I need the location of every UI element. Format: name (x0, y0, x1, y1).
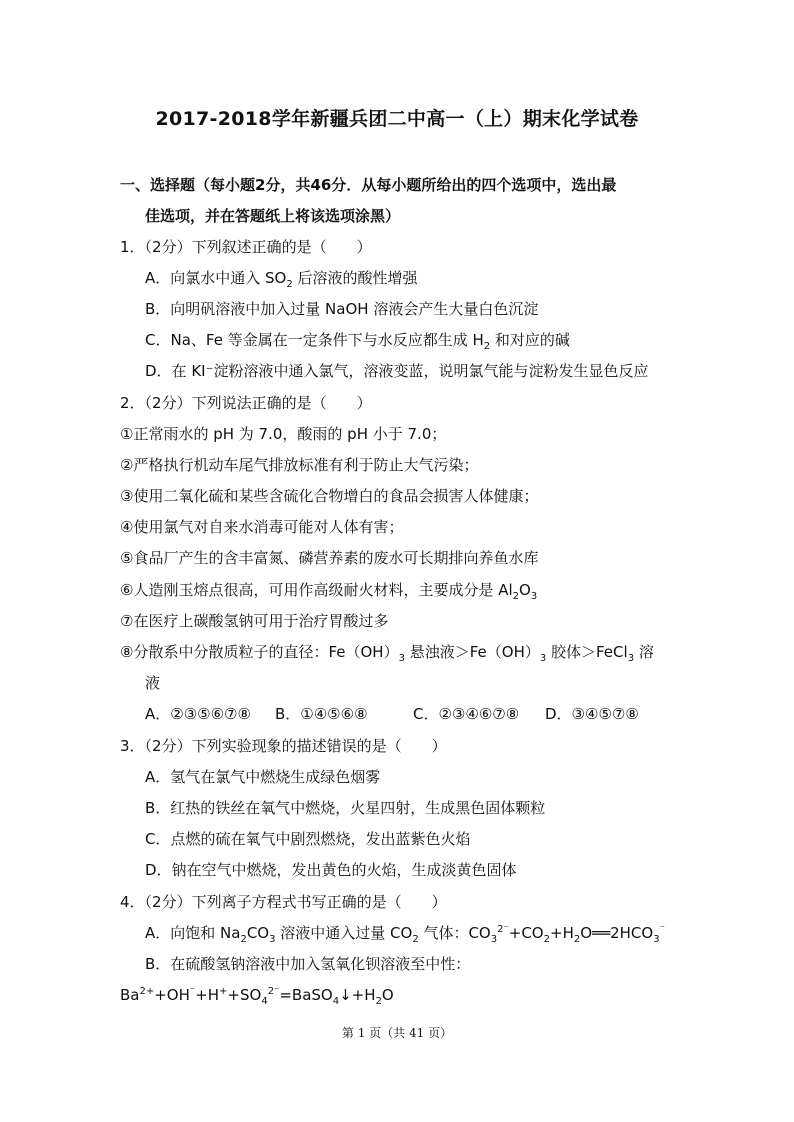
q3-stem: 3．（2分）下列实验现象的描述错误的是（ ） (120, 737, 447, 755)
q2-statement-7: ⑦在医疗上碳酸氢钠可用于治疗胃酸过多 (120, 612, 389, 630)
q2-statement-3: ③使用二氧化硫和某些含硫化合物增白的食品会损害人体健康； (120, 487, 539, 505)
q3-option-c: C．点燃的硫在氧气中剧烈燃烧，发出蓝紫色火焰 (145, 830, 471, 848)
section-heading: 一、选择题（每小题2分，共46分．从每小题所给出的四个选项中，选出最 (120, 176, 617, 194)
q2-stem: 2．（2分）下列说法正确的是（ ） (120, 394, 372, 412)
q4-option-a: A．向饱和 $Na_2CO_3$ 溶液中通入过量 $CO_2$ 气体：$CO_3^{2^-}+CO_2+H_2O══2HCO_3^{^-}$ (145, 924, 665, 945)
q2-statement-2: ②严格执行机动车尾气排放标准有利于防止大气污染； (120, 456, 479, 474)
q2-option-c: C．②③④⑥⑦⑧ (413, 705, 520, 723)
q2-statement-8-cont: 液 (145, 674, 161, 692)
page-footer: 第 1 页（共 41 页） (341, 1026, 453, 1040)
q2-options (145, 704, 639, 724)
q1-option-b: B．向明矾溶液中加入过量 NaOH 溶液会产生大量白色沉淀 (145, 300, 539, 318)
q4-option-b-equation: $Ba^{2+}+OH^{^-}+H^++SO_4^{2^-}=BaSO_4↓+H_2O$ (120, 986, 394, 1007)
q3-option-a: A．氢气在氯气中燃烧生成绿色烟雾 (145, 768, 381, 786)
q2-statement-4: ④使用氯气对自来水消毒可能对人体有害； (120, 518, 404, 536)
q2-statement-5: ⑤食品厂产生的含丰富氮、磷营养素的废水可长期排向养鱼水库 (120, 549, 539, 567)
q1-option-d: D．在 KI⁻淀粉溶液中通入氯气，溶液变蓝，说明氯气能与淀粉发生显色反应 (145, 362, 649, 380)
q2-option-a: A．②③⑤⑥⑦⑧ (145, 705, 251, 723)
q2-option-d: D．③④⑤⑦⑧ (545, 705, 639, 723)
q2-statement-1: ①正常雨水的 pH 为 7.0，酸雨的 pH 小于 7.0； (120, 425, 447, 443)
q2-statement-8: ⑧分散系中分散质粒子的直径：$Fe(OH)_3$ 悬浊液$>Fe(OH)_3$ 胶体＞FeCl$_3$ 溶 (120, 643, 654, 664)
q1-option-a: A．向氯水中通入 $SO_2$ 后溶液的酸性增强 (145, 269, 418, 290)
q2-statement-6: ⑥人造刚玉熔点很高，可用作高级耐火材料，主要成分是 $Al_2O_3$ (120, 581, 538, 602)
q1-stem: 1．（2分）下列叙述正确的是（ ） (120, 238, 372, 256)
section-heading-cont: 佳选项，并在答题纸上将该选项涂黑） (145, 207, 401, 225)
q1-option-c: C．Na、Fe 等金属在一定条件下与水反应都生成 $H_2$ 和对应的碱 (145, 331, 570, 352)
q2-option-b: B．①④⑤⑥⑧ (275, 705, 368, 723)
page-title: 2017-2018学年新疆兵团二中高一（上）期末化学试卷 (155, 108, 639, 130)
q3-option-b: B．红热的铁丝在氧气中燃烧，火星四射，生成黑色固体颗粒 (145, 799, 546, 817)
q3-option-d: D．钠在空气中燃烧，发出黄色的火焰，生成淡黄色固体 (145, 861, 517, 879)
q4-option-b: B．在硫酸氢钠溶液中加入氢氧化钡溶液至中性： (145, 955, 471, 973)
q4-stem: 4．（2分）下列离子方程式书写正确的是（ ） (120, 893, 447, 911)
